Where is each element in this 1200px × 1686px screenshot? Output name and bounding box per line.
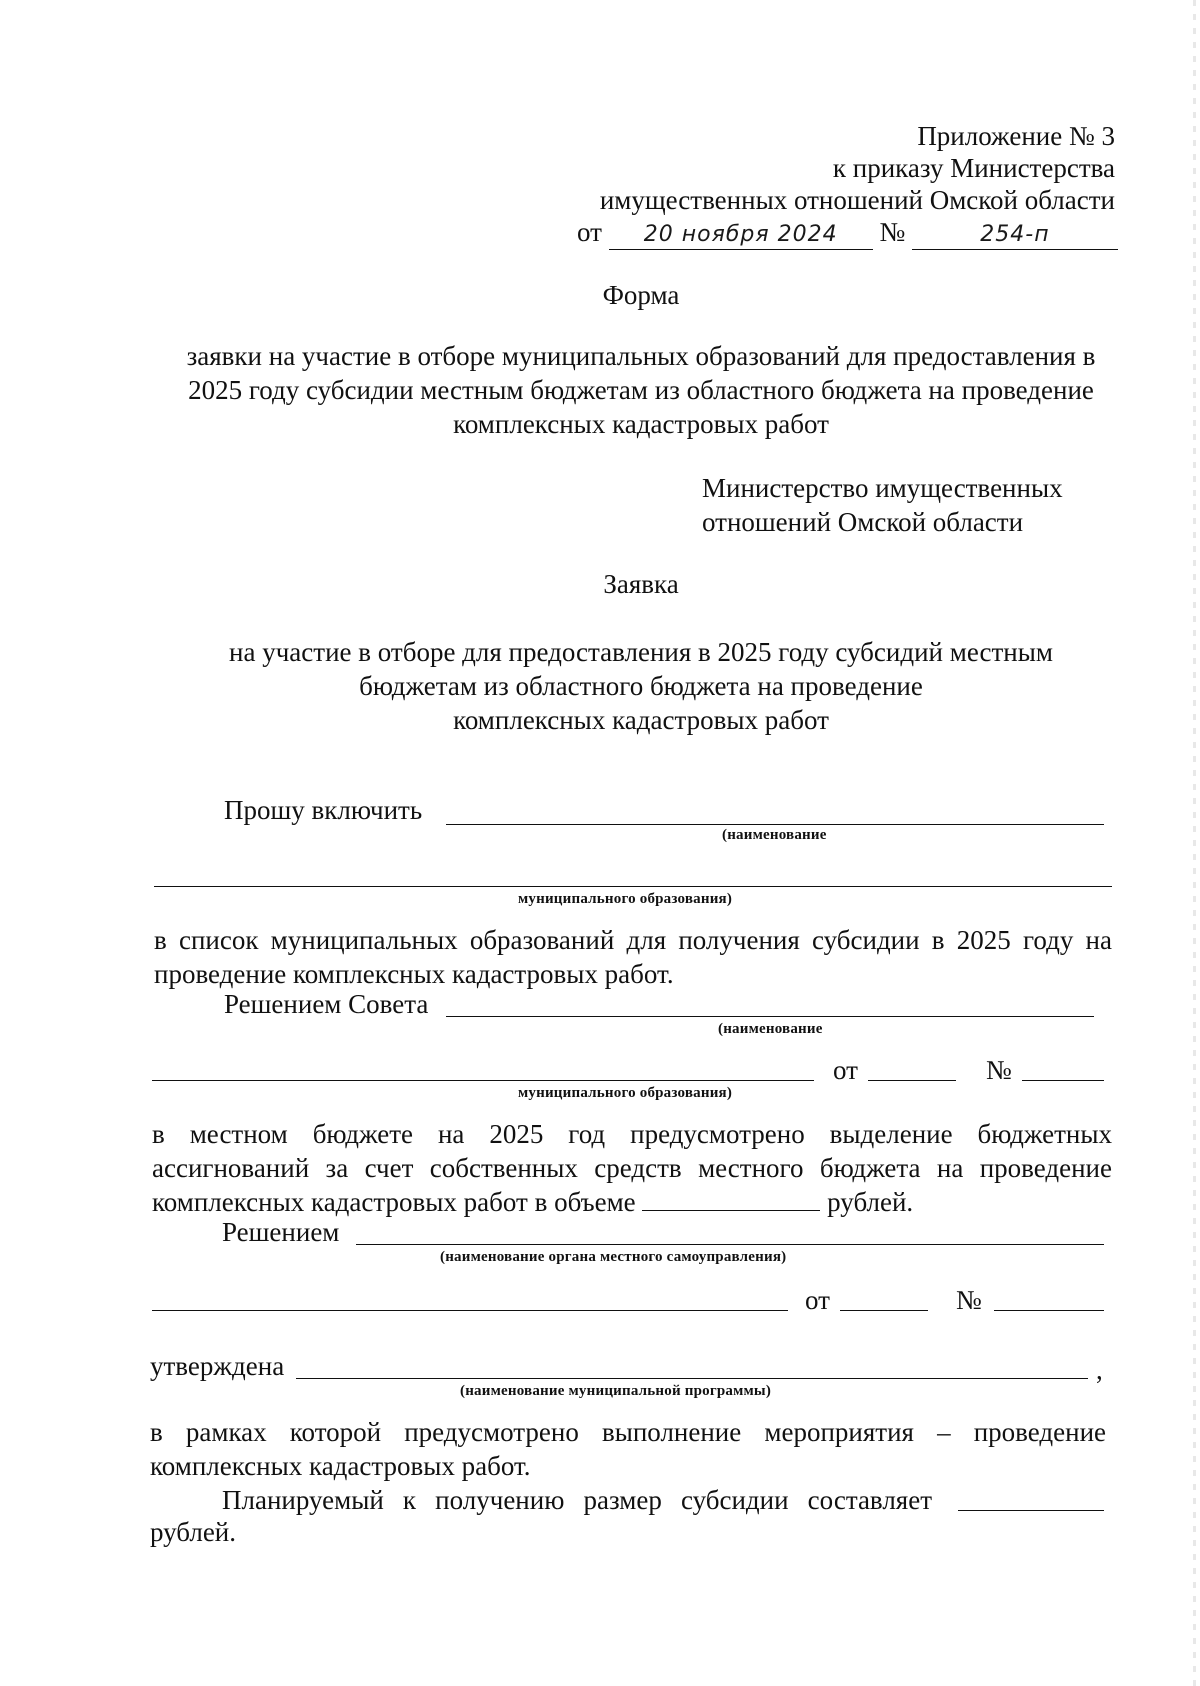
authority-name-field-continued[interactable]: [152, 1310, 788, 1311]
from-label: от: [833, 1055, 858, 1085]
council-number-field[interactable]: [1022, 1080, 1104, 1081]
date-field: [609, 216, 873, 250]
scan-edge-artifact: [1193, 0, 1196, 1686]
hint-name-2: (наименование: [718, 1021, 823, 1037]
council-date-field[interactable]: [868, 1080, 956, 1081]
council-name-field-continued[interactable]: [152, 1080, 814, 1081]
ministry-name: имущественных отношений Омской области: [599, 185, 1115, 215]
from-label-2: от: [805, 1285, 830, 1315]
number-label-2: №: [956, 1285, 982, 1315]
form-subtitle-line3: комплексных кадастровых работ: [453, 409, 829, 439]
planned-amount-field[interactable]: [958, 1510, 1104, 1511]
order-date-line: [577, 216, 1118, 250]
application-subtitle-line1: на участие в отборе для предоставления в 2025 году субсидий местным: [229, 637, 1053, 667]
council-name-field[interactable]: [446, 1016, 1094, 1017]
program-name-field[interactable]: [296, 1378, 1088, 1379]
application-subtitle-line2: бюджетам из областного бюджета на проведение: [359, 671, 923, 701]
form-subtitle-line1: заявки на участие в отборе муниципальных образований для предоставления в: [186, 341, 1096, 371]
hint-name: (наименование: [722, 827, 827, 843]
decision-date-field[interactable]: [840, 1310, 928, 1311]
addressee-line1: Министерство имущественных: [702, 473, 1063, 503]
application-title: Заявка: [603, 569, 679, 599]
program-text-line1: в рамках которой предусмотрено выполнение мероприятия – проведение: [150, 1417, 1106, 1447]
budget-text-line2: ассигнований за счет собственных средств местного бюджета на проведение: [152, 1153, 1112, 1183]
budget-text-line3: [152, 1186, 913, 1219]
hint-authority: (наименование органа местного самоуправления): [440, 1249, 787, 1265]
municipality-name-field-continued[interactable]: [154, 886, 1112, 887]
form-subtitle-line2: 2025 году субсидии местным бюджетам из областного бюджета на проведение: [188, 375, 1094, 405]
handwritten-number: 254-п: [980, 222, 1050, 247]
request-text-line1: в список муниципальных образований для получения субсидии в 2025 году на: [154, 925, 1112, 955]
hint-program: (наименование муниципальной программы): [460, 1383, 772, 1399]
appendix-number: Приложение № 3: [917, 121, 1115, 151]
order-reference: к приказу Министерства: [832, 153, 1115, 183]
budget-amount-field[interactable]: [642, 1187, 820, 1211]
addressee-line2: отношений Омской области: [702, 507, 1024, 537]
decision-number-field[interactable]: [994, 1310, 1104, 1311]
date-prefix: от: [577, 217, 602, 247]
decision-prefix: Решением: [222, 1217, 340, 1247]
council-prefix: Решением Совета: [224, 989, 429, 1019]
number-label: №: [986, 1055, 1012, 1085]
hint-municipality-2: муниципального образования): [518, 1085, 733, 1101]
planned-text-suffix: рублей.: [150, 1517, 237, 1547]
request-prefix: Прошу включить: [224, 795, 423, 825]
hint-municipality: муниципального образования): [518, 891, 733, 907]
form-title: Форма: [602, 280, 680, 310]
planned-text: Планируемый к получению размер субсидии составляет: [222, 1485, 932, 1515]
municipality-name-field[interactable]: [446, 824, 1104, 825]
application-subtitle-line3: комплексных кадастровых работ: [453, 705, 829, 735]
budget-text-prefix: комплексных кадастровых работ в объеме: [152, 1187, 636, 1217]
program-text-line2: комплексных кадастровых работ.: [150, 1451, 531, 1481]
approved-suffix: ,: [1096, 1355, 1103, 1385]
approved-prefix: утверждена: [150, 1351, 285, 1381]
request-text-line2: проведение комплексных кадастровых работ.: [154, 959, 674, 989]
authority-name-field[interactable]: [356, 1244, 1104, 1245]
number-prefix: №: [879, 217, 906, 247]
number-field: [912, 216, 1118, 250]
handwritten-date: 20 ноября 2024: [643, 222, 838, 247]
budget-text-suffix: рублей.: [827, 1187, 914, 1217]
budget-text-line1: в местном бюджете на 2025 год предусмотрено выделение бюджетных: [152, 1119, 1112, 1149]
